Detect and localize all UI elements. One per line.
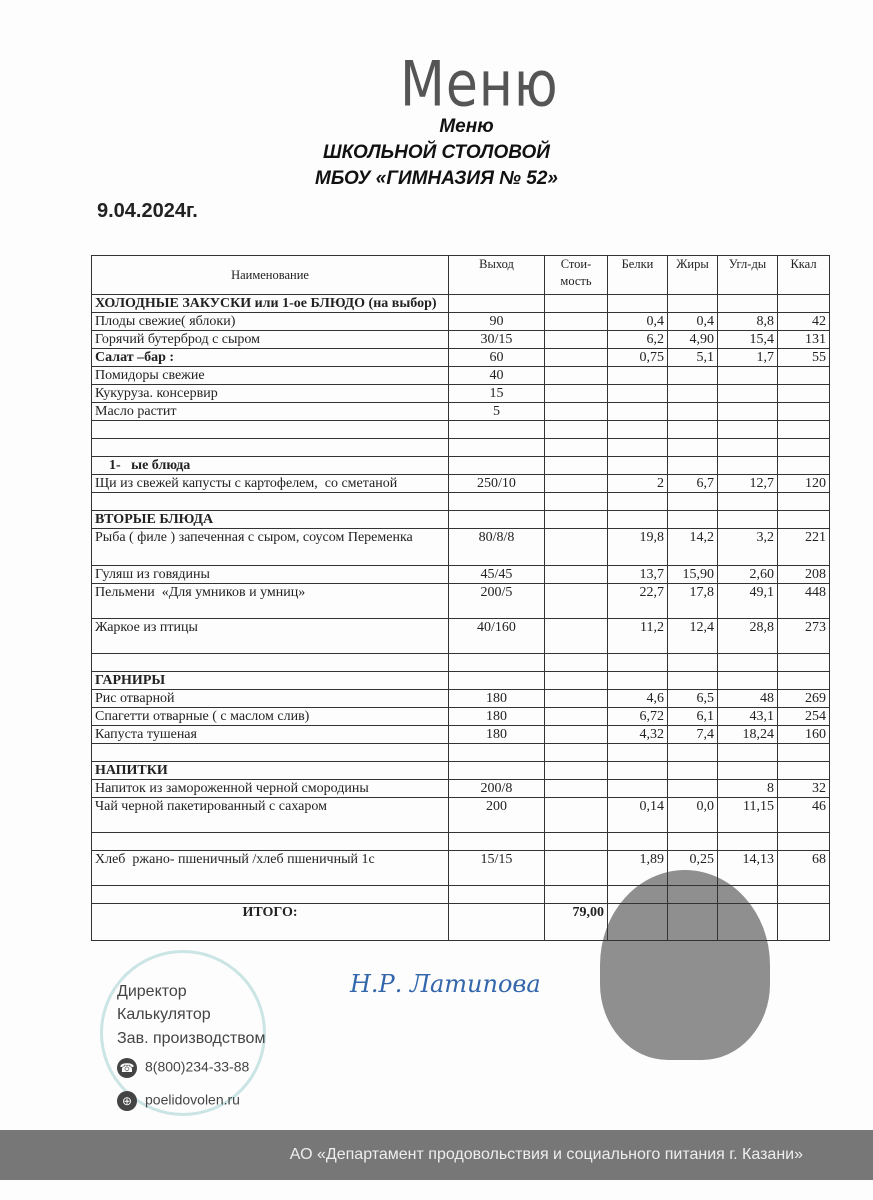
item-value: [668, 439, 718, 457]
table-row: [92, 566, 830, 584]
table-row: [92, 851, 830, 886]
phone-icon: ☎: [117, 1058, 137, 1078]
table-row: [92, 833, 830, 851]
column-header: Белки: [608, 256, 668, 295]
item-value: [608, 493, 668, 511]
item-value: [545, 672, 608, 690]
item-value: [668, 654, 718, 672]
section-row: [92, 672, 830, 690]
item-value: [449, 295, 545, 313]
item-value: [545, 798, 608, 833]
section-row: [92, 295, 830, 313]
item-name: Спагетти отварные ( с маслом слив): [92, 708, 449, 726]
item-name: ГАРНИРЫ: [92, 672, 449, 690]
item-value: [608, 421, 668, 439]
item-value: [718, 493, 778, 511]
item-value: 208: [778, 566, 830, 584]
item-value: 79,00: [545, 904, 608, 941]
item-value: 200: [449, 798, 545, 833]
item-value: [608, 439, 668, 457]
item-value: 180: [449, 726, 545, 744]
item-value: [545, 654, 608, 672]
item-value: [778, 886, 830, 904]
item-value: [718, 886, 778, 904]
item-value: [668, 493, 718, 511]
item-value: [668, 403, 718, 421]
item-value: [545, 421, 608, 439]
item-value: 68: [778, 851, 830, 886]
item-value: [608, 403, 668, 421]
item-value: 32: [778, 780, 830, 798]
item-value: [545, 475, 608, 493]
item-name: Рыба ( филе ) запеченная с сыром, соусом Переменка: [92, 529, 449, 566]
title-line-3: МБОУ «ГИМНАЗИЯ № 52»: [315, 168, 558, 189]
menu-table: [91, 255, 830, 941]
item-value: 6,72: [608, 708, 668, 726]
item-value: 2,60: [718, 566, 778, 584]
item-name: Щи из свежей капусты с картофелем, со сметаной: [92, 475, 449, 493]
item-value: 5: [449, 403, 545, 421]
item-value: [778, 403, 830, 421]
item-value: [545, 313, 608, 331]
item-value: 8,8: [718, 313, 778, 331]
item-value: [718, 511, 778, 529]
item-value: 14,13: [718, 851, 778, 886]
calculator-label: Калькулятор: [117, 1006, 211, 1023]
item-value: 40: [449, 367, 545, 385]
item-value: [449, 886, 545, 904]
item-value: [778, 367, 830, 385]
item-value: 28,8: [718, 619, 778, 654]
item-name: Жаркое из птицы: [92, 619, 449, 654]
table-row: [92, 421, 830, 439]
table-row: [92, 780, 830, 798]
item-value: [545, 295, 608, 313]
item-value: [545, 726, 608, 744]
item-value: 273: [778, 619, 830, 654]
item-value: [778, 439, 830, 457]
item-value: 45/45: [449, 566, 545, 584]
item-name: ИТОГО:: [92, 904, 449, 941]
item-value: [778, 654, 830, 672]
section-row: [92, 904, 830, 941]
item-value: [718, 421, 778, 439]
item-value: [545, 744, 608, 762]
title-line-1: Меню: [439, 116, 494, 137]
item-value: [608, 744, 668, 762]
item-value: 15: [449, 385, 545, 403]
item-value: 60: [449, 349, 545, 367]
item-name: [92, 421, 449, 439]
column-header: Жиры: [668, 256, 718, 295]
item-value: [668, 385, 718, 403]
item-value: [608, 780, 668, 798]
item-value: [449, 744, 545, 762]
item-value: [668, 511, 718, 529]
item-value: [608, 904, 668, 941]
item-value: 0,0: [668, 798, 718, 833]
item-value: [545, 457, 608, 475]
item-value: 46: [778, 798, 830, 833]
item-value: 19,8: [608, 529, 668, 566]
table-row: [92, 439, 830, 457]
item-value: 30/15: [449, 331, 545, 349]
item-value: [718, 385, 778, 403]
column-header: Стои-мость: [545, 256, 608, 295]
table-row: [92, 798, 830, 833]
item-name: 1- ые блюда: [92, 457, 449, 475]
item-value: [449, 672, 545, 690]
title-line-2: ШКОЛЬНОЙ СТОЛОВОЙ: [323, 142, 550, 163]
item-value: [449, 762, 545, 780]
item-value: 12,7: [718, 475, 778, 493]
item-name: ХОЛОДНЫЕ ЗАКУСКИ или 1-ое БЛЮДО (на выбор): [92, 295, 449, 313]
item-value: [718, 672, 778, 690]
item-value: [608, 367, 668, 385]
column-header: Наименование: [92, 256, 449, 295]
footer-band: АО «Департамент продовольствия и социального питания г. Казани»: [0, 1130, 873, 1180]
item-value: [545, 619, 608, 654]
item-value: 18,24: [718, 726, 778, 744]
item-value: [608, 762, 668, 780]
director-label: Директор: [117, 983, 187, 1000]
item-value: 254: [778, 708, 830, 726]
item-value: [449, 654, 545, 672]
item-value: [718, 295, 778, 313]
item-value: [718, 762, 778, 780]
item-value: 160: [778, 726, 830, 744]
item-value: [545, 367, 608, 385]
item-value: [718, 904, 778, 941]
item-value: 0,4: [668, 313, 718, 331]
table-row: [92, 886, 830, 904]
item-value: [718, 457, 778, 475]
item-value: [778, 904, 830, 941]
column-header: Выход: [449, 256, 545, 295]
item-value: [668, 886, 718, 904]
item-value: [778, 385, 830, 403]
item-value: 180: [449, 690, 545, 708]
table-row: [92, 403, 830, 421]
item-name: Капуста тушеная: [92, 726, 449, 744]
item-value: 250/10: [449, 475, 545, 493]
item-value: [778, 762, 830, 780]
item-value: 5,1: [668, 349, 718, 367]
item-value: 15,90: [668, 566, 718, 584]
item-value: [668, 904, 718, 941]
item-value: [718, 367, 778, 385]
item-name: Чай черной пакетированный с сахаром: [92, 798, 449, 833]
item-value: 120: [778, 475, 830, 493]
item-value: 48: [718, 690, 778, 708]
item-value: [449, 904, 545, 941]
item-value: [449, 493, 545, 511]
item-value: 2: [608, 475, 668, 493]
item-value: [718, 833, 778, 851]
table-row: [92, 690, 830, 708]
item-value: [668, 833, 718, 851]
item-name: Пельмени «Для умников и умниц»: [92, 584, 449, 619]
item-name: [92, 744, 449, 762]
table-row: [92, 584, 830, 619]
item-value: [545, 331, 608, 349]
phone-number: 8(800)234-33-88: [145, 1058, 250, 1075]
item-value: [778, 672, 830, 690]
item-value: [545, 385, 608, 403]
table-row: [92, 744, 830, 762]
item-value: 6,2: [608, 331, 668, 349]
item-name: [92, 654, 449, 672]
table-row: [92, 708, 830, 726]
item-value: [545, 584, 608, 619]
item-name: [92, 833, 449, 851]
item-value: [608, 385, 668, 403]
item-name: ВТОРЫЕ БЛЮДА: [92, 511, 449, 529]
item-value: [545, 493, 608, 511]
table-row: [92, 385, 830, 403]
item-value: 4,90: [668, 331, 718, 349]
item-name: Масло растит: [92, 403, 449, 421]
item-value: 8: [718, 780, 778, 798]
item-value: 6,1: [668, 708, 718, 726]
item-value: 11,15: [718, 798, 778, 833]
item-value: 17,8: [668, 584, 718, 619]
website-link[interactable]: poelidovolen.ru: [145, 1091, 240, 1108]
item-value: 1,7: [718, 349, 778, 367]
item-value: 0,25: [668, 851, 718, 886]
item-value: 15/15: [449, 851, 545, 886]
item-value: 180: [449, 708, 545, 726]
item-value: [545, 690, 608, 708]
item-value: [718, 439, 778, 457]
item-value: [668, 780, 718, 798]
item-value: 90: [449, 313, 545, 331]
item-value: 22,7: [608, 584, 668, 619]
item-value: 221: [778, 529, 830, 566]
table-row: [92, 475, 830, 493]
item-name: Гуляш из говядины: [92, 566, 449, 584]
item-value: [608, 511, 668, 529]
item-name: Кукуруза. консервир: [92, 385, 449, 403]
item-name: Рис отварной: [92, 690, 449, 708]
item-value: [449, 457, 545, 475]
item-value: [545, 833, 608, 851]
item-name: [92, 886, 449, 904]
item-value: [608, 833, 668, 851]
item-value: 200/8: [449, 780, 545, 798]
item-value: [778, 457, 830, 475]
item-value: 43,1: [718, 708, 778, 726]
table-row: [92, 619, 830, 654]
item-value: [449, 421, 545, 439]
item-value: [778, 421, 830, 439]
table-row: [92, 493, 830, 511]
item-name: Напиток из замороженной черной смородины: [92, 780, 449, 798]
item-value: [718, 744, 778, 762]
item-value: [778, 511, 830, 529]
item-name: [92, 493, 449, 511]
item-value: [545, 886, 608, 904]
item-value: [668, 457, 718, 475]
item-value: [778, 833, 830, 851]
item-value: [545, 349, 608, 367]
signature: Н.Р. Латипова: [350, 970, 541, 998]
item-value: 0,14: [608, 798, 668, 833]
handwritten-title: Меню: [400, 49, 559, 121]
item-value: 6,5: [668, 690, 718, 708]
section-row: [92, 762, 830, 780]
item-value: 80/8/8: [449, 529, 545, 566]
item-value: 11,2: [608, 619, 668, 654]
item-value: [608, 295, 668, 313]
column-header: Ккал: [778, 256, 830, 295]
item-value: [545, 403, 608, 421]
item-name: Помидоры свежие: [92, 367, 449, 385]
item-value: 49,1: [718, 584, 778, 619]
item-value: 4,32: [608, 726, 668, 744]
item-value: 3,2: [718, 529, 778, 566]
item-name: [92, 439, 449, 457]
item-value: [545, 511, 608, 529]
item-value: 1,89: [608, 851, 668, 886]
item-value: [545, 851, 608, 886]
item-value: [545, 439, 608, 457]
item-name: Хлеб ржано- пшеничный /хлеб пшеничный 1с: [92, 851, 449, 886]
item-value: 269: [778, 690, 830, 708]
item-value: [778, 744, 830, 762]
table-row: [92, 367, 830, 385]
item-value: [449, 439, 545, 457]
item-value: [608, 886, 668, 904]
section-row: [92, 457, 830, 475]
item-name: Салат –бар :: [92, 349, 449, 367]
item-value: [668, 744, 718, 762]
item-value: 55: [778, 349, 830, 367]
item-value: [668, 295, 718, 313]
item-value: [718, 654, 778, 672]
table-row: [92, 654, 830, 672]
item-value: [668, 421, 718, 439]
item-value: 12,4: [668, 619, 718, 654]
item-value: 131: [778, 331, 830, 349]
item-value: [668, 762, 718, 780]
item-name: НАПИТКИ: [92, 762, 449, 780]
item-value: [449, 833, 545, 851]
item-value: [545, 780, 608, 798]
item-value: 42: [778, 313, 830, 331]
table-row: [92, 726, 830, 744]
column-header: Угл-ды: [718, 256, 778, 295]
item-value: 200/5: [449, 584, 545, 619]
item-value: [545, 708, 608, 726]
item-name: Плоды свежие( яблоки): [92, 313, 449, 331]
item-value: [545, 566, 608, 584]
item-value: [608, 654, 668, 672]
item-value: [668, 672, 718, 690]
item-value: 0,75: [608, 349, 668, 367]
item-value: 0,4: [608, 313, 668, 331]
item-name: Горячий бутерброд с сыром: [92, 331, 449, 349]
item-value: 15,4: [718, 331, 778, 349]
item-value: [668, 367, 718, 385]
item-value: [608, 672, 668, 690]
item-value: 14,2: [668, 529, 718, 566]
table-row: [92, 331, 830, 349]
item-value: 448: [778, 584, 830, 619]
item-value: [778, 295, 830, 313]
section-row: [92, 349, 830, 367]
item-value: [718, 403, 778, 421]
item-value: [608, 457, 668, 475]
menu-date: 9.04.2024г.: [97, 200, 198, 222]
item-value: 13,7: [608, 566, 668, 584]
item-value: [778, 493, 830, 511]
production-label: Зав. производством: [117, 1030, 266, 1047]
item-value: 7,4: [668, 726, 718, 744]
globe-icon: ⊕: [117, 1091, 137, 1111]
item-value: [545, 762, 608, 780]
section-row: [92, 511, 830, 529]
item-value: [449, 511, 545, 529]
table-row: [92, 529, 830, 566]
table-row: [92, 313, 830, 331]
item-value: [545, 529, 608, 566]
item-value: 6,7: [668, 475, 718, 493]
item-value: 40/160: [449, 619, 545, 654]
item-value: 4,6: [608, 690, 668, 708]
